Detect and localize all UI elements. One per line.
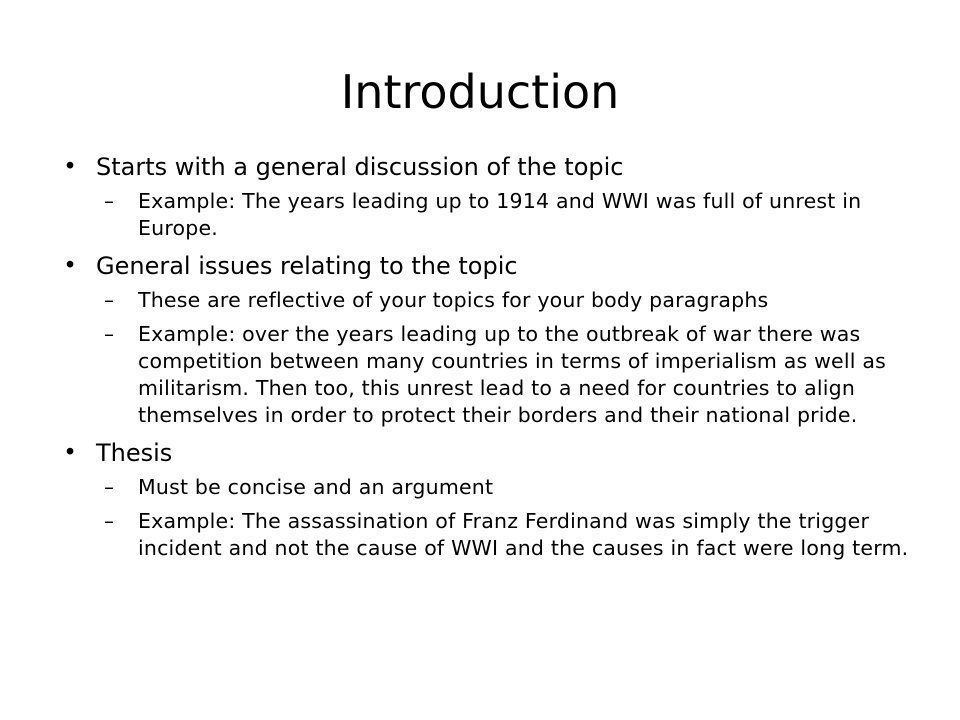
bullet-text: Thesis xyxy=(96,439,173,467)
dash-icon: – xyxy=(104,475,114,499)
sub-bullet-text: Must be concise and an argument xyxy=(138,475,494,499)
bullet-dot-icon: • xyxy=(63,440,77,466)
bullet-dot-icon: • xyxy=(63,253,77,279)
sub-bullet-list xyxy=(96,188,920,242)
sub-bullet-item xyxy=(104,188,920,242)
slide-title: Introduction xyxy=(340,65,620,119)
bullet-text: General issues relating to the topic xyxy=(96,252,518,280)
dash-icon: – xyxy=(104,288,114,312)
sub-bullet-text: Example: The years leading up to 1914 and WWI was full of unrest in Europe. xyxy=(138,189,862,240)
bullet-item xyxy=(60,150,920,242)
bullet-list xyxy=(60,150,920,569)
sub-bullet-item xyxy=(104,474,920,501)
bullet-text: Starts with a general discussion of the topic xyxy=(96,153,624,181)
dash-icon: – xyxy=(104,322,114,346)
sub-bullet-text: Example: The assassination of Franz Ferdinand was simply the trigger incident and not the cause of WWI and the causes in fact were long term. xyxy=(138,509,909,560)
bullet-item xyxy=(60,249,920,429)
bullet-dot-icon: • xyxy=(63,154,77,180)
dash-icon: – xyxy=(104,189,114,213)
bullet-item xyxy=(60,436,920,562)
sub-bullet-text: These are reflective of your topics for your body paragraphs xyxy=(138,288,769,312)
dash-icon: – xyxy=(104,509,114,533)
sub-bullet-list xyxy=(96,474,920,562)
sub-bullet-text: Example: over the years leading up to the outbreak of war there was competition between many countries in terms of imperialism as well as militarism. Then too, this unrest lead to a need for countries to align themselves in order to protect their borders and their national pride. xyxy=(138,322,887,427)
sub-bullet-item xyxy=(104,287,920,314)
sub-bullet-item xyxy=(104,508,920,562)
sub-bullet-list xyxy=(96,287,920,429)
sub-bullet-item xyxy=(104,321,920,429)
